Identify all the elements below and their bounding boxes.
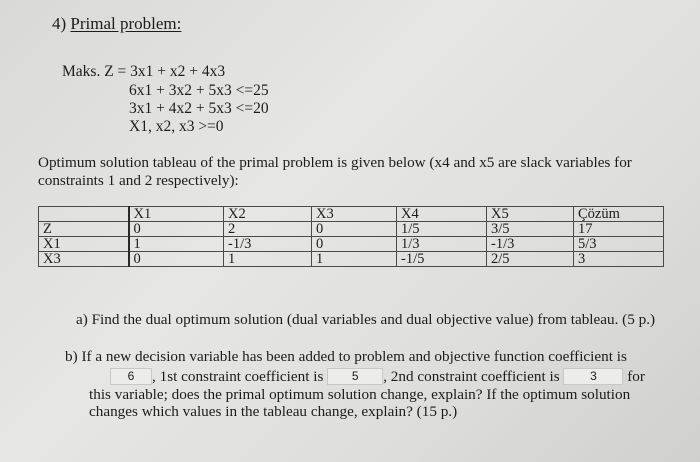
tableau-cell [39, 207, 129, 222]
question-b-text-1: , 1st constraint coefficient is [152, 368, 324, 385]
question-b-line-1: b) If a new decision variable has been added to problem and objective function coefficient is [65, 348, 627, 365]
constraint-2-coefficient-box: 3 [563, 368, 623, 385]
simplex-tableau [38, 206, 664, 267]
tableau-cell: Z [39, 222, 129, 237]
constraint-1-coefficient-box: 5 [327, 368, 383, 385]
tableau-cell: X3 [39, 252, 129, 267]
tableau-row [39, 252, 664, 267]
tableau-row [39, 237, 664, 252]
tableau-cell: X4 [397, 207, 487, 222]
tableau-header-row [39, 207, 664, 222]
tableau-cell: 0 [129, 222, 224, 237]
question-b-text-2: , 2nd constraint coefficient is [383, 368, 560, 385]
question-b-text-for: for [627, 368, 645, 385]
question-b-line-4: changes which values in the tableau change, explain? (15 p.) [89, 403, 458, 420]
tableau-row [39, 222, 664, 237]
tableau-cell: -1/3 [224, 237, 312, 252]
tableau-cell: 1 [129, 237, 224, 252]
tableau-cell: 17 [574, 222, 664, 237]
constraint-2: 3x1 + 4x2 + 5x3 <=20 [129, 100, 269, 117]
tableau-cell: 3/5 [487, 222, 574, 237]
tableau-cell: 5/3 [574, 237, 664, 252]
question-title: Primal problem: [70, 14, 182, 33]
objective-coefficient-box: 6 [110, 368, 152, 385]
tableau-cell: X3 [312, 207, 397, 222]
nonnegativity-constraint: X1, x2, x3 >=0 [129, 118, 224, 135]
question-number: 4) [52, 14, 67, 33]
tableau-cell: 2/5 [487, 252, 574, 267]
question-b-line-2 [110, 368, 645, 386]
tableau-cell: 0 [129, 252, 224, 267]
tableau-cell: X5 [487, 207, 574, 222]
tableau-cell: Çözüm [574, 207, 664, 222]
tableau-cell: X1 [129, 207, 224, 222]
tableau-cell: -1/5 [397, 252, 487, 267]
tableau-cell: 3 [574, 252, 664, 267]
intro-line-1: Optimum solution tableau of the primal problem is given below (x4 and x5 are slack variables for [38, 154, 632, 171]
tableau-cell: X1 [39, 237, 129, 252]
tableau-cell: 1/3 [397, 237, 487, 252]
constraint-1: 6x1 + 3x2 + 5x3 <=25 [129, 82, 269, 99]
question-heading [52, 14, 181, 34]
tableau-cell: X2 [224, 207, 312, 222]
question-a: a) Find the dual optimum solution (dual variables and dual objective value) from tableau. (5 p.) [76, 311, 656, 328]
tableau-cell: 0 [312, 237, 397, 252]
tableau-cell: 1 [224, 252, 312, 267]
tableau-cell: 1 [312, 252, 397, 267]
question-b-line-3: this variable; does the primal optimum solution change, explain? If the optimum solution [89, 386, 631, 403]
tableau-cell: 2 [224, 222, 312, 237]
tableau-cell: -1/3 [487, 237, 574, 252]
intro-paragraph [38, 154, 632, 190]
objective-function: Maks. Z = 3x1 + x2 + 4x3 [62, 63, 226, 80]
tableau-cell: 0 [312, 222, 397, 237]
intro-line-2: constraints 1 and 2 respectively): [38, 172, 239, 189]
tableau-cell: 1/5 [397, 222, 487, 237]
